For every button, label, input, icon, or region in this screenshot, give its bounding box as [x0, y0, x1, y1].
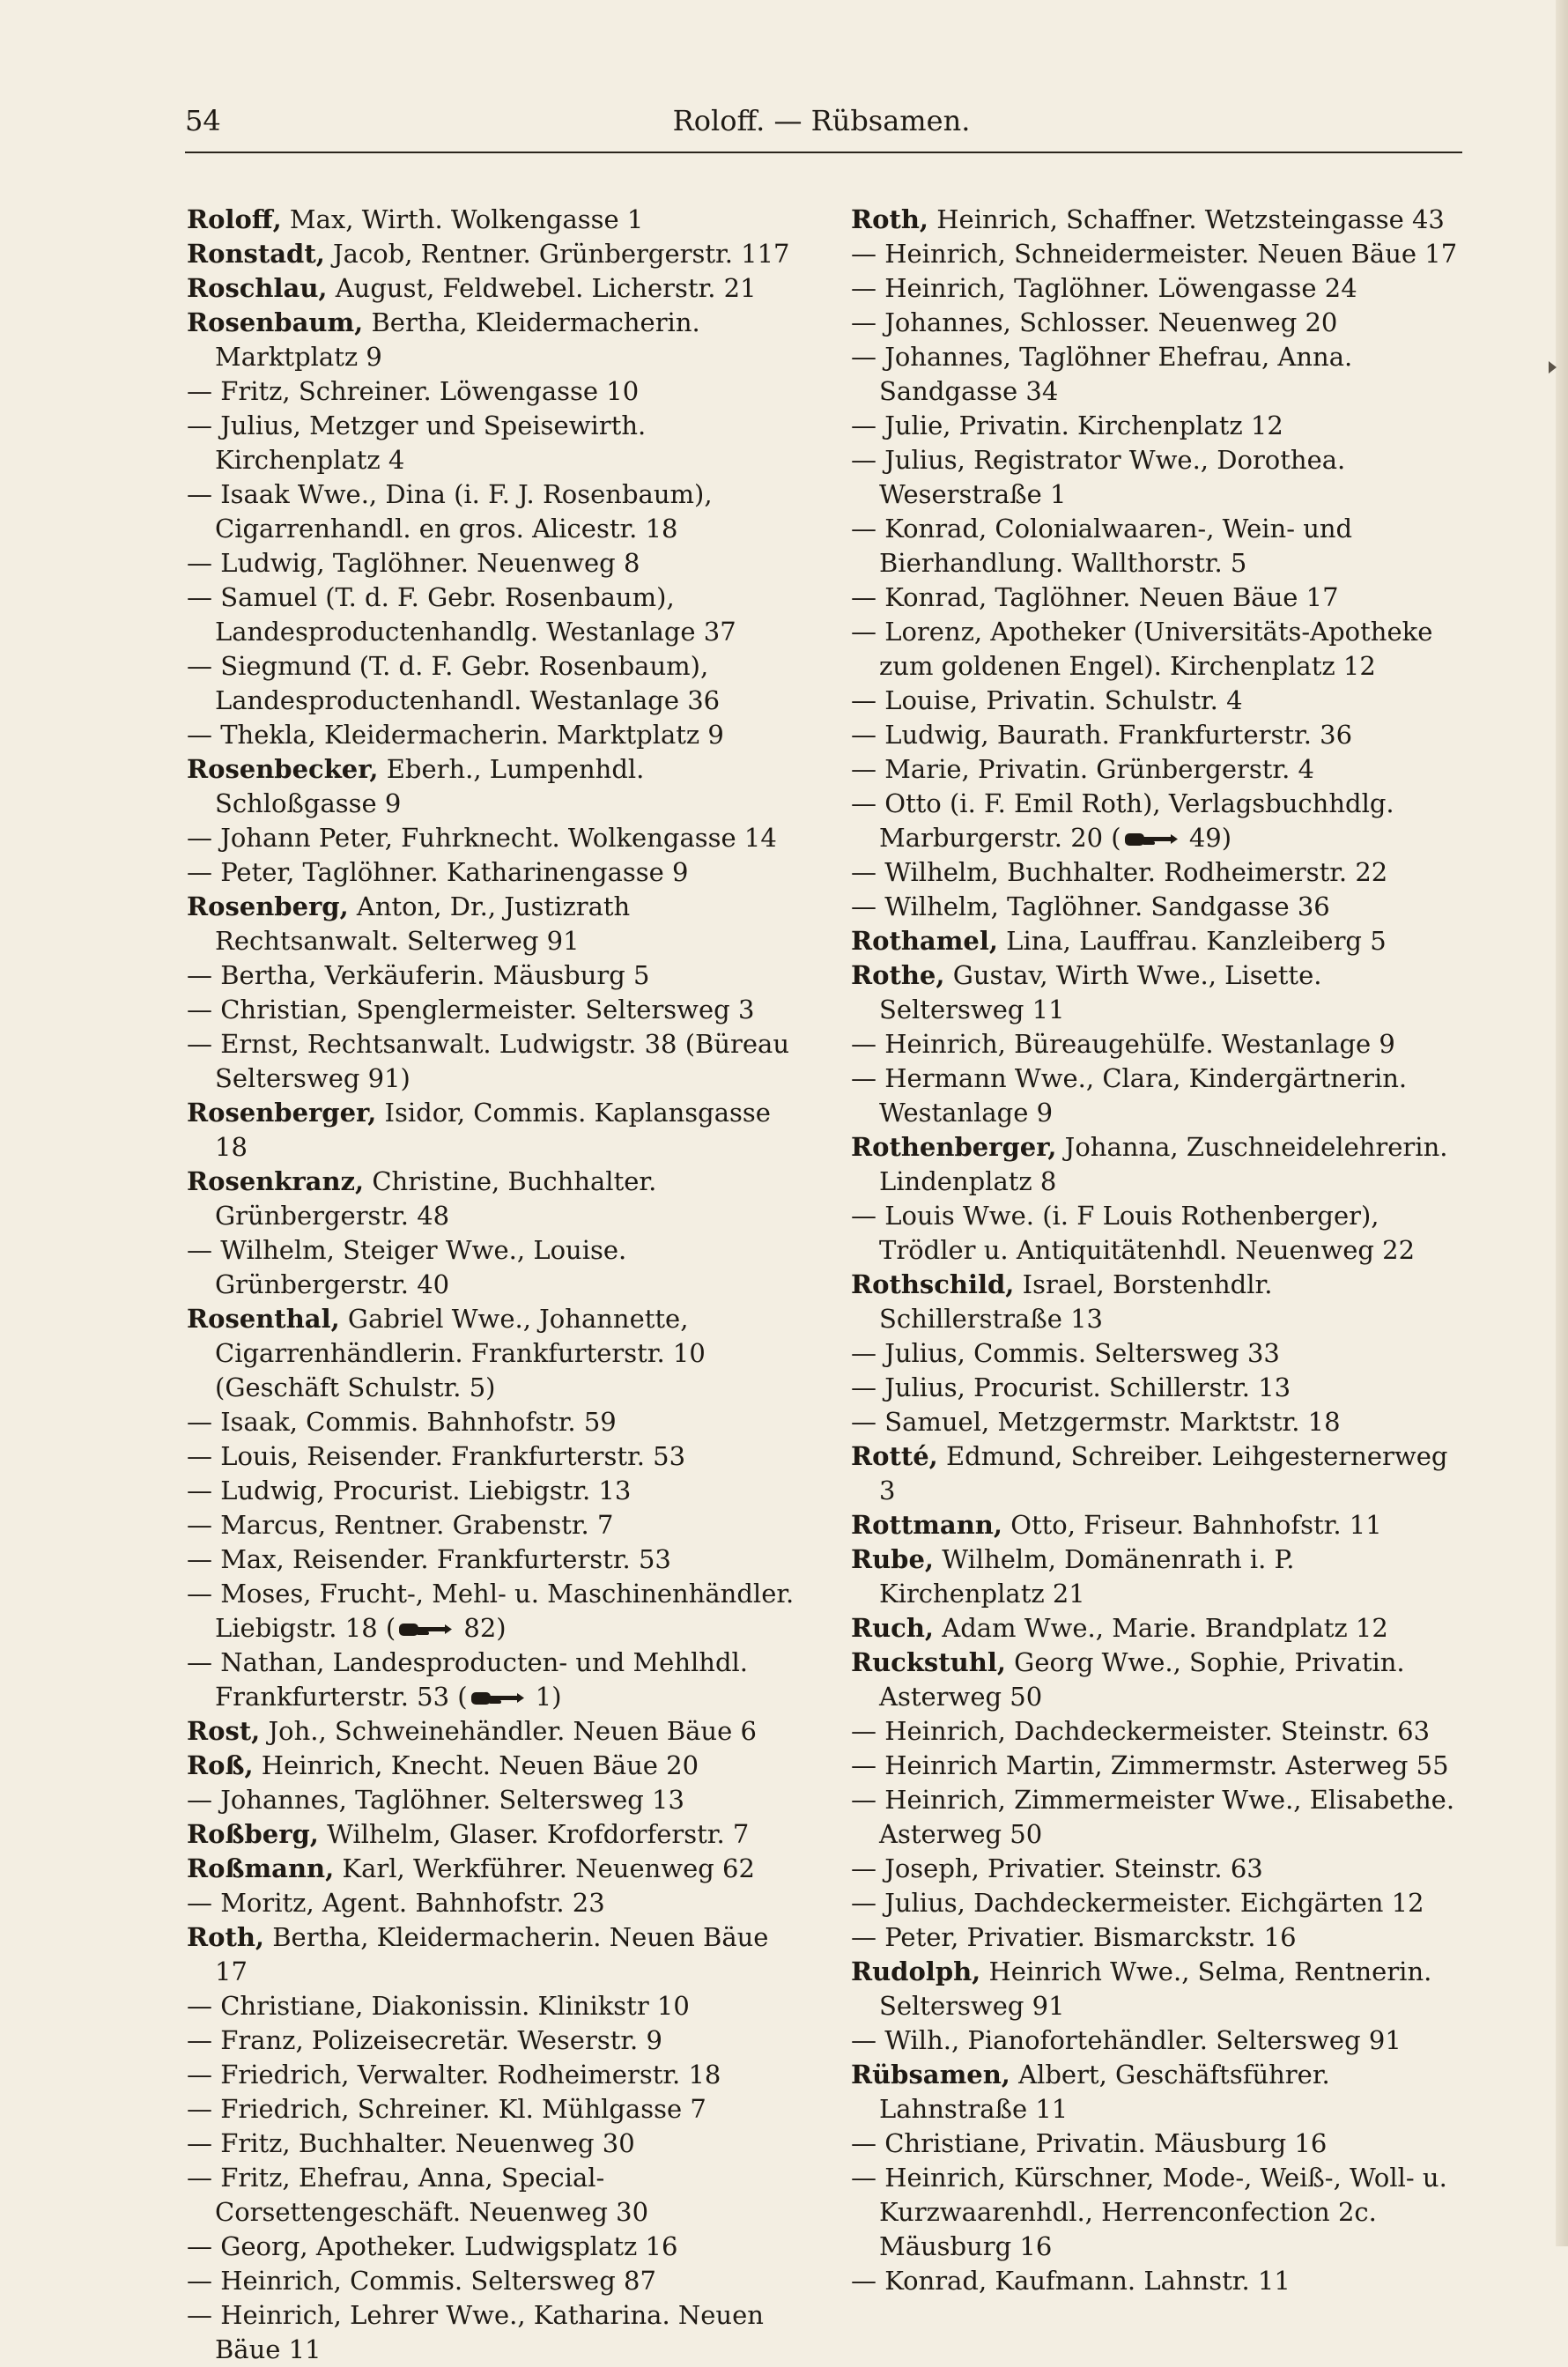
- directory-entry: [851, 1061, 1459, 1130]
- directory-entry: [851, 1646, 1459, 1714]
- entry-surname: Rottmann,: [851, 1510, 1002, 1540]
- directory-entry: [851, 718, 1459, 752]
- entry-text: — Julius, Dachdeckermeister. Eichgärten 12: [851, 1888, 1424, 1918]
- entry-text: — Marie, Privatin. Grünbergerstr. 4: [851, 754, 1314, 784]
- directory-entry: [187, 1165, 795, 1233]
- entry-text: — Konrad, Colonialwaaren-, Wein- und Bierhandlung. Wallthorstr. 5: [851, 514, 1353, 578]
- directory-entry: [187, 1920, 795, 1989]
- entry-text: — Johannes, Taglöhner Ehefrau, Anna. Sandgasse 34: [851, 342, 1353, 406]
- directory-entry: [187, 2092, 795, 2127]
- entry-text: — Nathan, Landesproducten- und Mehlhdl. Frankfurterstr. 53 (: [187, 1647, 749, 1712]
- entry-text: Joh., Schweinehändler. Neuen Bäue 6: [260, 1716, 757, 1746]
- entry-text: — Ludwig, Taglöhner. Neuenweg 8: [187, 548, 640, 578]
- directory-entry: [187, 1577, 795, 1646]
- entry-text: Otto, Friseur. Bahnhofstr. 11: [1002, 1510, 1382, 1540]
- directory-entry: [851, 958, 1459, 1027]
- entry-text: — Peter, Taglöhner. Katharinengasse 9: [187, 857, 689, 887]
- directory-entry: [187, 718, 795, 752]
- directory-entry: [851, 2127, 1459, 2161]
- directory-entry: [851, 512, 1459, 581]
- directory-entry: [187, 1646, 795, 1714]
- entry-text: — Heinrich, Taglöhner. Löwengasse 24: [851, 273, 1357, 303]
- entry-text: Gabriel Wwe., Johannette, Cigarrenhändlerin. Frankfurterstr. 10 (Geschäft Schulstr. 5): [215, 1304, 706, 1402]
- entry-text-after-icon: 1): [527, 1682, 562, 1712]
- entry-text: — Heinrich, Schneidermeister. Neuen Bäue 17: [851, 239, 1458, 269]
- entry-surname: Rosenkranz,: [187, 1166, 365, 1196]
- entry-text: — Christiane, Diakonissin. Klinikstr 10: [187, 1991, 690, 2021]
- directory-entry: [851, 2161, 1459, 2264]
- entry-surname: Roßberg,: [187, 1819, 319, 1849]
- entry-text: — Heinrich, Büreaugehülfe. Westanlage 9: [851, 1029, 1395, 1059]
- entry-surname: Ruch,: [851, 1613, 935, 1643]
- entry-text: Georg Wwe., Sophie, Privatin. Asterweg 50: [879, 1647, 1405, 1712]
- entry-surname: Roß,: [187, 1750, 254, 1780]
- entry-text: — Joseph, Privatier. Steinstr. 63: [851, 1853, 1263, 1883]
- directory-entry: [187, 1508, 795, 1542]
- header-rule: [185, 152, 1462, 153]
- entry-text: — Samuel (T. d. F. Gebr. Rosenbaum), Landesproductenhandlg. Westanlage 37: [187, 582, 736, 647]
- entry-text: — Johannes, Taglöhner. Seltersweg 13: [187, 1785, 684, 1815]
- entry-surname: Rotté,: [851, 1441, 938, 1471]
- directory-entry: [851, 1371, 1459, 1405]
- directory-entry: [187, 1096, 795, 1165]
- directory-entry: [187, 993, 795, 1027]
- entry-surname: Roßmann,: [187, 1853, 335, 1883]
- entry-text: — Fritz, Buchhalter. Neuenweg 30: [187, 2128, 635, 2158]
- entry-surname: Rothe,: [851, 960, 945, 990]
- entry-text: — Johannes, Schlosser. Neuenweg 20: [851, 307, 1338, 337]
- entry-text: — Heinrich Martin, Zimmermstr. Asterweg 55: [851, 1750, 1449, 1780]
- directory-entry: [851, 787, 1459, 855]
- directory-entry: [851, 271, 1459, 306]
- entry-text: — Peter, Privatier. Bismarckstr. 16: [851, 1922, 1297, 1952]
- directory-entry: [187, 1405, 795, 1439]
- entry-text: — Christiane, Privatin. Mäusburg 16: [851, 2128, 1328, 2158]
- directory-entry: [187, 1817, 795, 1852]
- directory-entry: [187, 1783, 795, 1817]
- entry-text: Heinrich Wwe., Selma, Rentnerin. Seltersweg 91: [879, 1956, 1432, 2021]
- directory-entry: [187, 1542, 795, 1577]
- directory-entry: [851, 1611, 1459, 1646]
- entry-text: — Johann Peter, Fuhrknecht. Wolkengasse 14: [187, 823, 777, 853]
- directory-entry: [851, 1542, 1459, 1611]
- entry-surname: Rothamel,: [851, 926, 998, 956]
- entry-text: Eberh., Lumpenhdl. Schloßgasse 9: [215, 754, 645, 818]
- page-number: 54: [185, 104, 221, 137]
- directory-entry: [187, 581, 795, 649]
- entry-text: Isidor, Commis. Kaplansgasse 18: [215, 1098, 771, 1162]
- directory-entry: [187, 821, 795, 855]
- entry-text: — Julius, Procurist. Schillerstr. 13: [851, 1372, 1291, 1402]
- entry-text: Bertha, Kleidermacherin. Marktplatz 9: [215, 307, 700, 372]
- entry-text: Karl, Werkführer. Neuenweg 62: [334, 1853, 755, 1883]
- entry-surname: Roth,: [851, 204, 929, 234]
- directory-entry: [187, 306, 795, 374]
- entry-text: Johanna, Zuschneidelehrerin. Lindenplatz 8: [879, 1132, 1448, 1196]
- directory-entry: [851, 1405, 1459, 1439]
- entry-surname: Rosenthal,: [187, 1304, 340, 1334]
- directory-entry: [187, 546, 795, 581]
- entry-text: Anton, Dr., Justizrath Rechtsanwalt. Selterweg 91: [215, 891, 631, 956]
- directory-entry: [851, 615, 1459, 684]
- entry-text: Lina, Lauffrau. Kanzleiberg 5: [997, 926, 1387, 956]
- pointing-hand-icon: [470, 1690, 526, 1706]
- entry-text: Bertha, Kleidermacherin. Neuen Bäue 17: [215, 1922, 769, 1986]
- entry-surname: Rübsamen,: [851, 2060, 1010, 2090]
- entry-text: — Thekla, Kleidermacherin. Marktplatz 9: [187, 720, 724, 750]
- entry-text: — Wilh., Pianofortehändler. Seltersweg 91: [851, 2025, 1402, 2055]
- directory-entry: [851, 1852, 1459, 1886]
- entry-surname: Rosenbecker,: [187, 754, 379, 784]
- directory-entry: [187, 1027, 795, 1096]
- directory-entry: [851, 1268, 1459, 1336]
- directory-entry: [187, 203, 795, 237]
- entry-text: — Louis, Reisender. Frankfurterstr. 53: [187, 1441, 686, 1471]
- directory-entry: [851, 1508, 1459, 1542]
- entry-text: Jacob, Rentner. Grünbergerstr. 117: [324, 239, 790, 269]
- entry-text: — Konrad, Kaufmann. Lahnstr. 11: [851, 2266, 1291, 2296]
- page-edge: [1556, 0, 1568, 2246]
- entry-text: — Konrad, Taglöhner. Neuen Bäue 17: [851, 582, 1339, 612]
- directory-entry: [187, 2264, 795, 2298]
- entry-text: — Ludwig, Procurist. Liebigstr. 13: [187, 1476, 632, 1505]
- entry-text: — Heinrich, Kürschner, Mode-, Weiß-, Woll- u. Kurzwaarenhdl., Herrenconfection 2c. Mäusburg 16: [851, 2163, 1447, 2261]
- directory-entry: [187, 958, 795, 993]
- directory-entry: [187, 1439, 795, 1474]
- directory-entry: [187, 1989, 795, 2023]
- entry-text: Wilhelm, Domänenrath i. P. Kirchenplatz 21: [879, 1544, 1295, 1609]
- entry-surname: Rudolph,: [851, 1956, 981, 1986]
- directory-entry: [851, 924, 1459, 958]
- directory-entry: [187, 1233, 795, 1302]
- directory-entry: [187, 1749, 795, 1783]
- entry-text: — Franz, Polizeisecretär. Weserstr. 9: [187, 2025, 662, 2055]
- directory-entry: [187, 2298, 795, 2367]
- directory-entry: [851, 203, 1459, 237]
- entry-text: — Ludwig, Baurath. Frankfurterstr. 36: [851, 720, 1353, 750]
- directory-entry: [851, 2264, 1459, 2298]
- entry-text: — Ernst, Rechtsanwalt. Ludwigstr. 38 (Büreau Seltersweg 91): [187, 1029, 790, 1093]
- directory-entry: [851, 1336, 1459, 1371]
- entry-surname: Roschlau,: [187, 273, 328, 303]
- entry-text: August, Feldwebel. Licherstr. 21: [327, 273, 757, 303]
- entry-text: — Fritz, Schreiner. Löwengasse 10: [187, 376, 640, 406]
- directory-entry: [187, 1886, 795, 1920]
- entry-surname: Ronstadt,: [187, 239, 325, 269]
- directory-entry: [187, 477, 795, 546]
- directory-entry: [851, 1439, 1459, 1508]
- entry-text: — Samuel, Metzgermstr. Marktstr. 18: [851, 1407, 1341, 1437]
- margin-marker: [1549, 361, 1557, 374]
- entry-text: Adam Wwe., Marie. Brandplatz 12: [934, 1613, 1388, 1643]
- directory-entry: [851, 752, 1459, 787]
- entry-text: — Heinrich, Dachdeckermeister. Steinstr. 63: [851, 1716, 1431, 1746]
- entry-surname: Roloff,: [187, 204, 282, 234]
- entry-text: — Julius, Metzger und Speisewirth. Kirchenplatz 4: [187, 411, 647, 475]
- entry-text: — Isaak, Commis. Bahnhofstr. 59: [187, 1407, 617, 1437]
- directory-entry: [187, 237, 795, 271]
- directory-entry: [187, 271, 795, 306]
- directory-entry: [187, 752, 795, 821]
- directory-entry: [187, 1714, 795, 1749]
- entry-text: — Fritz, Ehefrau, Anna, Special-Corsettengeschäft. Neuenweg 30: [187, 2163, 649, 2227]
- entry-text: Max, Wirth. Wolkengasse 1: [281, 204, 644, 234]
- running-title: Roloff. — Rübsamen.: [672, 104, 971, 137]
- directory-entry: [851, 1955, 1459, 2023]
- directory-entry: [851, 2058, 1459, 2127]
- entry-text: — Louis Wwe. (i. F Louis Rothenberger), Trödler u. Antiquitätenhdl. Neuenweg 22: [851, 1201, 1416, 1265]
- entry-surname: Rothenberger,: [851, 1132, 1057, 1162]
- directory-entry: [187, 2161, 795, 2230]
- directory-entry: [187, 2023, 795, 2058]
- directory-entry: [187, 649, 795, 718]
- directory-entry: [851, 443, 1459, 512]
- entry-text-after-icon: 82): [455, 1613, 507, 1643]
- directory-entry: [187, 1852, 795, 1886]
- entry-text: Wilhelm, Glaser. Krofdorferstr. 7: [318, 1819, 750, 1849]
- directory-entry: [851, 340, 1459, 409]
- directory-entry: [187, 1474, 795, 1508]
- entry-text: — Julie, Privatin. Kirchenplatz 12: [851, 411, 1283, 440]
- entry-text: — Moritz, Agent. Bahnhofstr. 23: [187, 1888, 605, 1918]
- entry-surname: Rosenberger,: [187, 1098, 377, 1128]
- directory-entry: [187, 2058, 795, 2092]
- directory-entry: [851, 409, 1459, 443]
- entry-text: Israel, Borstenhdlr. Schillerstraße 13: [879, 1269, 1273, 1334]
- entry-text: — Heinrich, Lehrer Wwe., Katharina. Neuen Bäue 11: [187, 2300, 764, 2364]
- entry-surname: Ruckstuhl,: [851, 1647, 1006, 1677]
- entry-text: — Bertha, Verkäuferin. Mäusburg 5: [187, 960, 650, 990]
- entry-surname: Rube,: [851, 1544, 935, 1574]
- entry-text: — Wilhelm, Steiger Wwe., Louise. Grünbergerstr. 40: [187, 1235, 627, 1299]
- entry-text: — Siegmund (T. d. F. Gebr. Rosenbaum), Landesproductenhandl. Westanlage 36: [187, 651, 721, 715]
- page-header: [185, 99, 1458, 152]
- directory-entry: [851, 1027, 1459, 1061]
- directory-entry: [851, 890, 1459, 924]
- entry-text: — Julius, Registrator Wwe., Dorothea. Weserstraße 1: [851, 445, 1346, 509]
- directory-entry: [187, 890, 795, 958]
- entry-text: — Wilhelm, Buchhalter. Rodheimerstr. 22: [851, 857, 1388, 887]
- directory-entry: [851, 1130, 1459, 1199]
- entry-text: — Max, Reisender. Frankfurterstr. 53: [187, 1544, 671, 1574]
- entry-surname: Rost,: [187, 1716, 261, 1746]
- directory-entry: [851, 2023, 1459, 2058]
- entry-text: — Christian, Spenglermeister. Seltersweg 3: [187, 995, 755, 1024]
- entry-surname: Rosenberg,: [187, 891, 349, 921]
- directory-entry: [851, 1199, 1459, 1268]
- entry-text: — Marcus, Rentner. Grabenstr. 7: [187, 1510, 614, 1540]
- directory-entry: [851, 684, 1459, 718]
- entry-text: Albert, Geschäftsführer. Lahnstraße 11: [879, 2060, 1330, 2124]
- directory-entry: [851, 1749, 1459, 1783]
- entry-text: Heinrich, Knecht. Neuen Bäue 20: [253, 1750, 699, 1780]
- entry-text: — Isaak Wwe., Dina (i. F. J. Rosenbaum), Cigarrenhandl. en gros. Alicestr. 18: [187, 479, 713, 544]
- entry-surname: Rothschild,: [851, 1269, 1015, 1299]
- directory-entry: [187, 1302, 795, 1405]
- entry-text: — Lorenz, Apotheker (Universitäts-Apotheke zum goldenen Engel). Kirchenplatz 12: [851, 617, 1433, 681]
- pointing-hand-icon: [1123, 832, 1180, 847]
- entry-surname: Rosenbaum,: [187, 307, 364, 337]
- directory-entry: [851, 1886, 1459, 1920]
- entry-text: — Heinrich, Commis. Seltersweg 87: [187, 2266, 656, 2296]
- entry-text: — Friedrich, Schreiner. Kl. Mühlgasse 7: [187, 2094, 706, 2124]
- directory-entry: [851, 1783, 1459, 1852]
- left-column: [187, 203, 795, 2367]
- entry-text-after-icon: 49): [1180, 823, 1232, 853]
- entry-text: — Otto (i. F. Emil Roth), Verlagsbuchhdlg. Marburgerstr. 20 (: [851, 788, 1394, 853]
- pointing-hand-icon: [397, 1622, 454, 1638]
- directory-entry: [851, 855, 1459, 890]
- entry-text: Edmund, Schreiber. Leihgesternerweg 3: [879, 1441, 1448, 1505]
- directory-entry: [187, 855, 795, 890]
- entry-text: — Friedrich, Verwalter. Rodheimerstr. 18: [187, 2060, 721, 2090]
- directory-entry: [187, 2230, 795, 2264]
- directory-entry: [851, 1920, 1459, 1955]
- directory-entry: [187, 374, 795, 409]
- entry-text: Heinrich, Schaffner. Wetzsteingasse 43: [928, 204, 1445, 234]
- entry-text: Christine, Buchhalter. Grünbergerstr. 48: [215, 1166, 657, 1231]
- right-column: [851, 203, 1459, 2298]
- directory-entry: [187, 2127, 795, 2161]
- directory-entry: [187, 409, 795, 477]
- directory-entry: [851, 581, 1459, 615]
- directory-entry: [851, 306, 1459, 340]
- entry-text: — Louise, Privatin. Schulstr. 4: [851, 685, 1243, 715]
- directory-entry: [851, 1714, 1459, 1749]
- entry-text: — Wilhelm, Taglöhner. Sandgasse 36: [851, 891, 1330, 921]
- entry-text: — Julius, Commis. Seltersweg 33: [851, 1338, 1280, 1368]
- entry-text: — Moses, Frucht-, Mehl- u. Maschinenhändler. Liebigstr. 18 (: [187, 1579, 795, 1643]
- entry-text: — Heinrich, Zimmermeister Wwe., Elisabethe. Asterweg 50: [851, 1785, 1455, 1849]
- entry-surname: Roth,: [187, 1922, 265, 1952]
- entry-text: — Hermann Wwe., Clara, Kindergärtnerin. Westanlage 9: [851, 1063, 1408, 1128]
- entry-text: — Georg, Apotheker. Ludwigsplatz 16: [187, 2231, 678, 2261]
- directory-entry: [851, 237, 1459, 271]
- entry-text: Gustav, Wirth Wwe., Lisette. Seltersweg 11: [879, 960, 1322, 1024]
